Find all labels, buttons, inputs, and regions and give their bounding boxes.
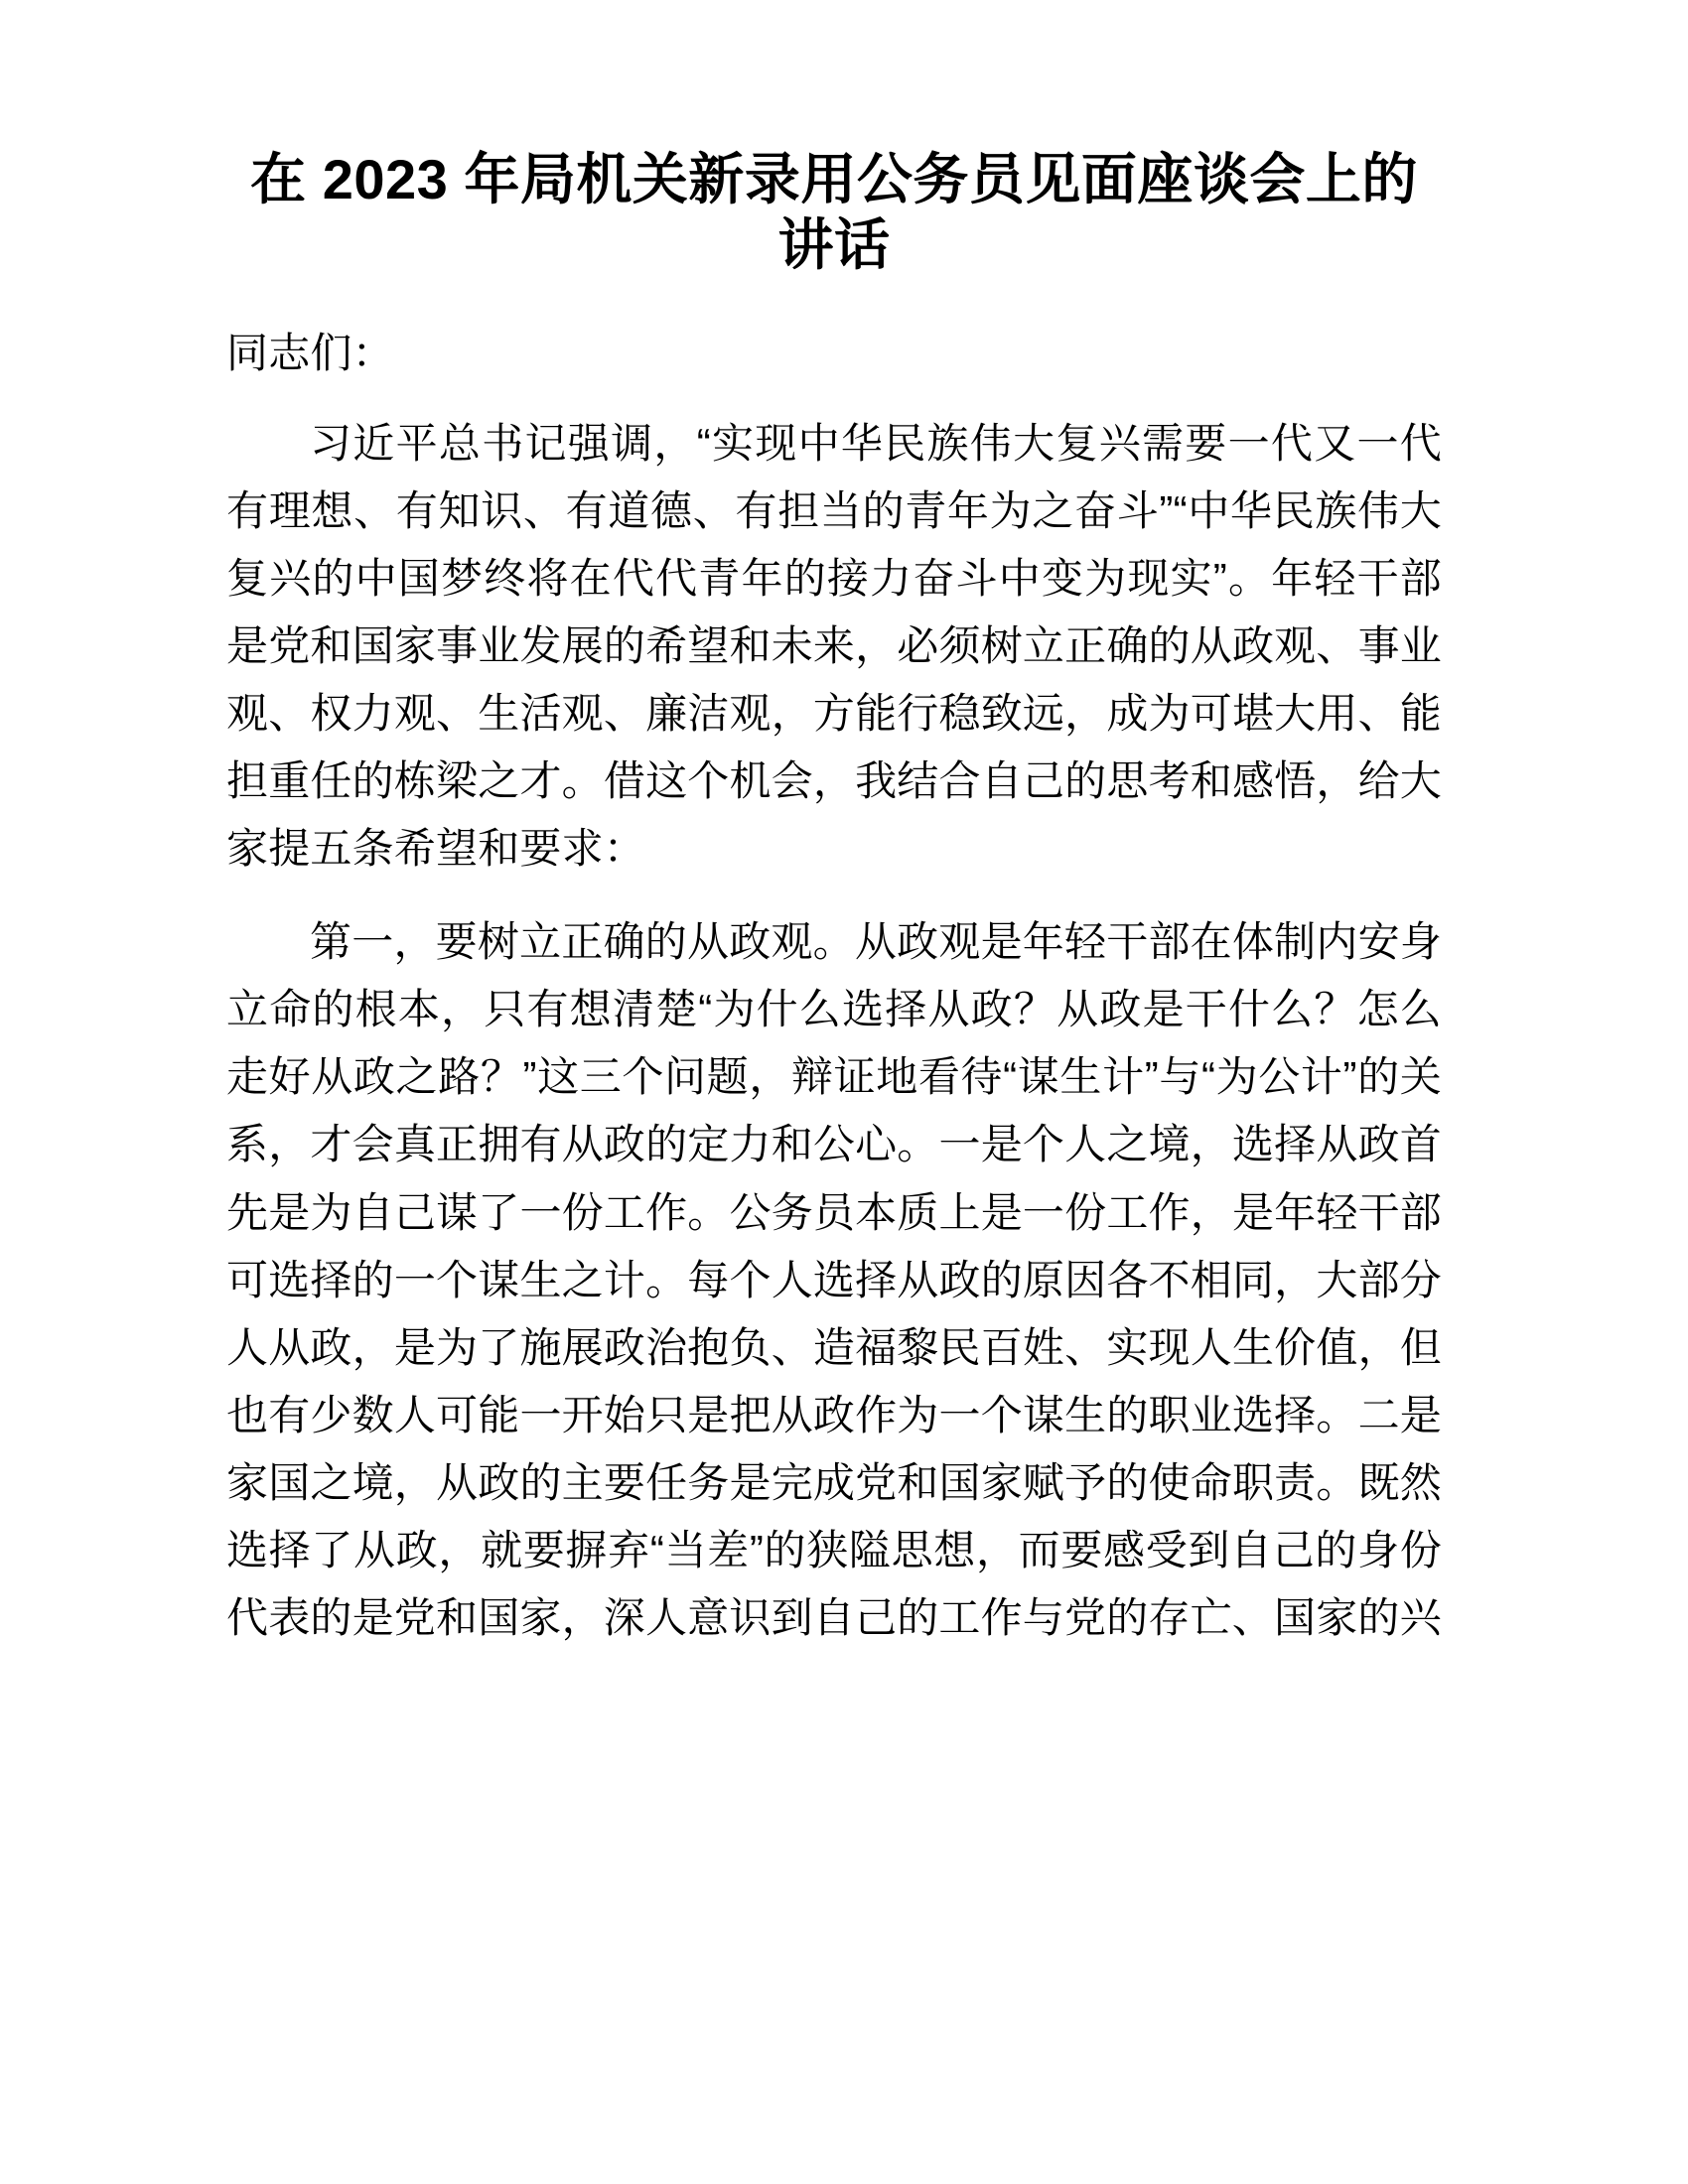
page-title: 在 2023 年局机关新录用公务员见面座谈会上的讲话	[250, 148, 1418, 277]
salutation: 同志们：	[226, 330, 394, 377]
document-body	[226, 0, 1442, 1652]
body-paragraph-2: 第一，要树立正确的从政观。从政观是年轻干部在体制内安身立命的根本，只有想清楚“为什么选择从政？从政是干什么？怎么走好从政之路？”这三个问题，辩证地看待“谋生计”与“为公计”的关系，才会真正拥有从政的定力和公心。一是个人之境，选择从政首先是为自己谋了一份工作。公务员本质上是一份工作，是年轻干部可选择的一个谋生之计。每个人选择从政的原因各不相同，大部分人从政，是为了施展政治抱负、造福黎民百姓、实现人生价值，但也有少数人可能一开始只是把从政作为一个谋生的职业选择。二是家国之境，从政的主要任务是完成党和国家赋予的使命职责。既然选择了从政，就要摒弃“当差”的狭隘思想，而要感受到自己的身份代表的是党和国家，深人意识到自己的工作与党的存亡、国家的兴	[226, 918, 1442, 1641]
body-paragraph-1: 习近平总书记强调，“实现中华民族伟大复兴需要一代又一代有理想、有知识、有道德、有担当的青年为之奋斗”“中华民族伟大复兴的中国梦终将在代代青年的接力奋斗中变为现实”。年轻干部是党和国家事业发展的希望和未来，必须树立正确的从政观、事业观、权力观、生活观、廉洁观，方能行稳致远，成为可堪大用、能担重任的栋梁之才。借这个机会，我结合自己的思考和感悟，给大家提五条希望和要求：	[226, 420, 1442, 873]
